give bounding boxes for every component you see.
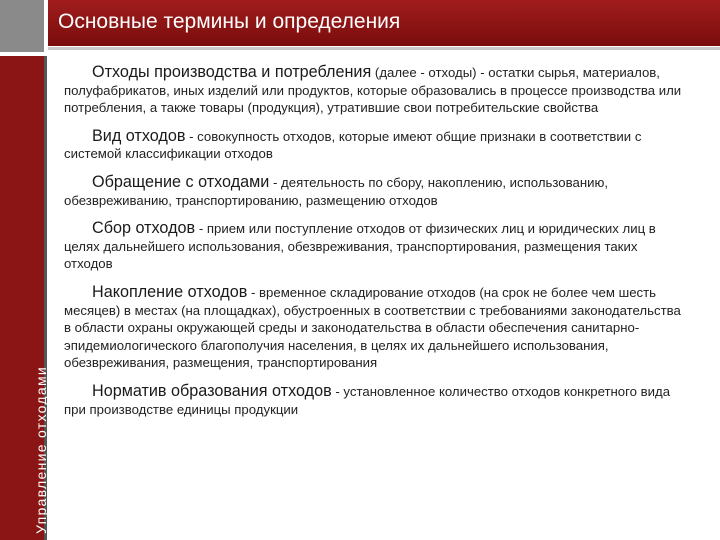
- page-title: Основные термины и определения: [58, 10, 401, 33]
- definition-waste-collection: - прием или поступление отходов от физических лиц и юридических лиц в целях дальнейшего использования, обезвреживания, транспортирования, размещения таких отходов: [64, 221, 656, 272]
- definition-entry-waste-norm: [64, 383, 688, 418]
- definition-waste-handling: - деятельность по сбору, накоплению, использованию, обезвреживанию, транспортированию, размещению отходов: [64, 174, 609, 208]
- definition-entry-waste-accumulation: [64, 284, 688, 372]
- definition-entry-waste: [64, 64, 688, 117]
- header-divider: [48, 47, 720, 50]
- definition-waste-accumulation: - временное складирование отходов (на срок не более чем шесть месяцев) в местах (на площадках), обустроенных в соответствии с требованиями законодательства в области охраны окружающей среды и законодательства в области обеспечения санитарно-эпидемиологического благополучия населения, в целях их дальнейшего использования, обезвреживания, размещения, транспортирования: [64, 284, 681, 371]
- definition-entry-waste-handling: [64, 174, 688, 209]
- definition-entry-waste-collection: [64, 220, 688, 273]
- term-waste-collection: Сбор отходов: [92, 219, 196, 238]
- header-bar: [48, 0, 720, 46]
- definitions-list: [64, 64, 688, 429]
- definition-waste-norm: - установленное количество отходов конкретного вида при производстве единицы продукции: [64, 383, 671, 417]
- definition-entry-waste-type: [64, 128, 688, 163]
- term-waste: Отходы производства и потребления: [92, 63, 372, 81]
- header-corner-block: [0, 0, 44, 52]
- term-waste-norm: Норматив образования отходов: [92, 381, 332, 400]
- definition-waste: (далее - отходы) - остатки сырья, материалов, полуфабрикатов, иных изделий или продуктов, которые образовались в процессе производства или потребления, а также товары (продукция), утратившие свои потребительские свойства: [64, 65, 682, 116]
- term-waste-type: Вид отходов: [92, 126, 186, 145]
- definition-waste-type: - совокупность отходов, которые имеют общие признаки в соответствии с системой классификации отходов: [64, 128, 642, 162]
- sidebar-label: Управление отходами: [33, 365, 49, 534]
- term-waste-handling: Обращение с отходами: [92, 172, 270, 191]
- term-waste-accumulation: Накопление отходов: [92, 282, 248, 301]
